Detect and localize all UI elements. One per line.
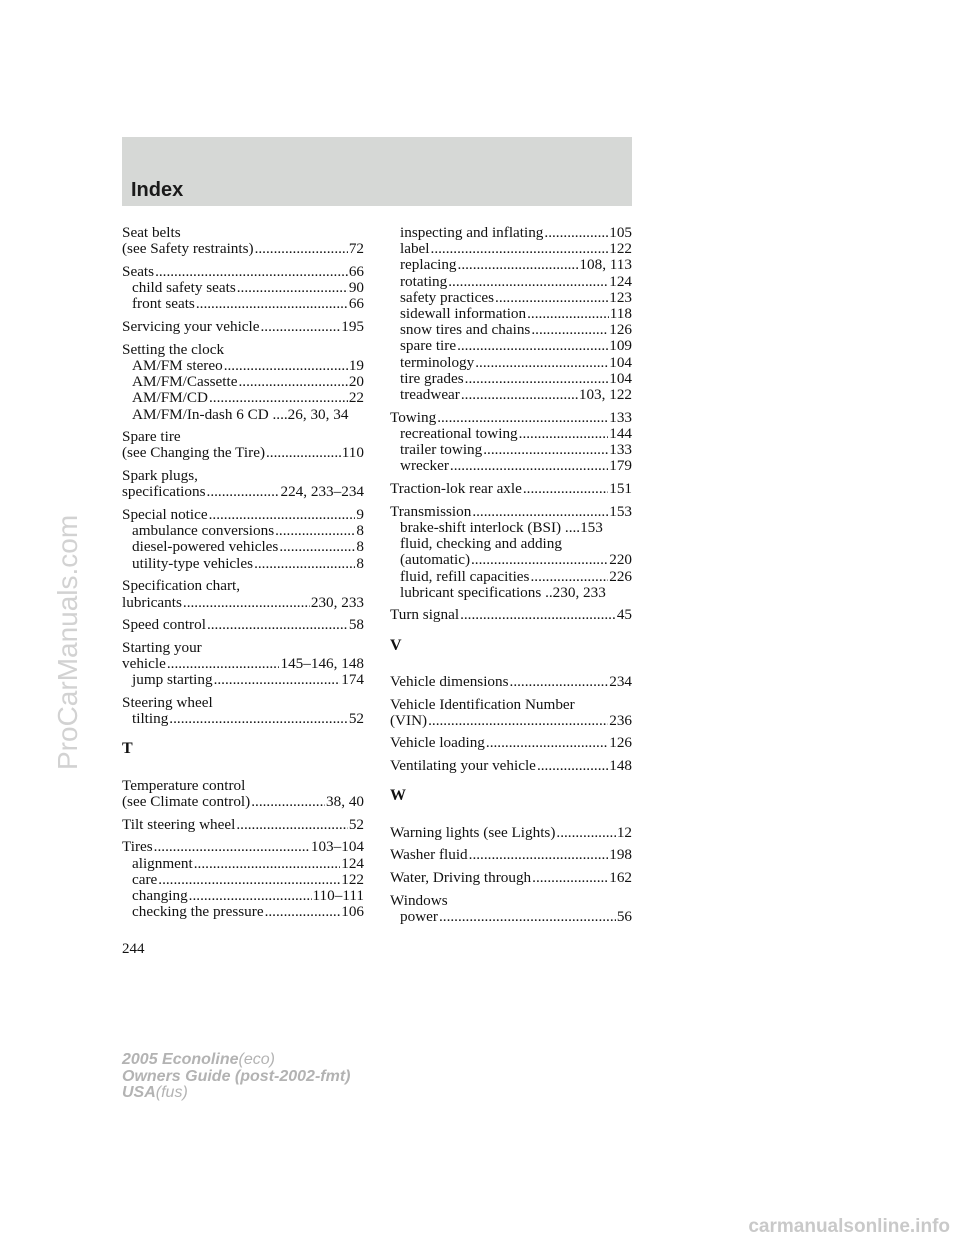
dot-leader <box>448 274 608 290</box>
index-entry-line <box>122 225 364 241</box>
dot-leader <box>196 296 348 312</box>
entry-text: child safety seats <box>132 279 236 297</box>
page-reference: 104 <box>609 369 632 387</box>
index-entry-line <box>122 241 364 257</box>
entry-text: utility-type vehicles <box>132 554 254 572</box>
entry-text: snow tires and chains <box>400 321 531 339</box>
index-entry <box>390 847 632 863</box>
index-entry-line <box>122 319 364 335</box>
entry-text: Washer fluid <box>390 846 468 864</box>
index-entry-line <box>390 713 632 729</box>
index-subentry <box>390 241 632 257</box>
index-entry-line <box>122 507 364 523</box>
entry-text: AM/FM/CD <box>132 389 208 407</box>
page-reference: 104 <box>609 353 632 371</box>
dot-leader <box>251 794 325 810</box>
page-reference: 66 <box>348 262 364 280</box>
dot-leader <box>544 225 608 241</box>
index-subentry <box>122 390 364 406</box>
index-entry <box>390 758 632 774</box>
index-subentry <box>122 872 364 888</box>
dot-leader <box>532 870 608 886</box>
index-entry-line <box>122 817 364 833</box>
index-entry <box>122 839 364 920</box>
dot-leader <box>154 839 310 855</box>
index-entry-line <box>390 410 632 426</box>
page-reference: 148 <box>609 757 632 775</box>
page-reference: 109 <box>609 337 632 355</box>
page-reference: 8 <box>356 554 364 572</box>
index-subentry <box>390 257 632 273</box>
index-subentry <box>122 280 364 296</box>
page-reference: 52 <box>348 815 364 833</box>
entry-text: recreational towing <box>400 424 518 442</box>
dot-leader <box>158 872 340 888</box>
page-reference: 162 <box>609 869 632 886</box>
entry-text: trailer towing <box>400 441 483 459</box>
entry-text: spare tire <box>400 337 457 355</box>
entry-text: inspecting and inflating <box>400 224 544 241</box>
dot-leader <box>155 264 348 280</box>
index-entry <box>390 893 632 925</box>
page-reference: 8 <box>356 522 364 540</box>
index-subentry <box>390 552 632 568</box>
page-reference: 224, 233–234 <box>280 483 364 501</box>
index-subentry <box>390 290 632 306</box>
index-entry-line <box>122 595 364 611</box>
page-reference: 66 <box>348 295 364 313</box>
page-reference: 126 <box>609 734 632 752</box>
index-entry <box>122 778 364 810</box>
dot-leader <box>531 322 608 338</box>
index-subentry <box>390 442 632 458</box>
dot-leader <box>167 656 280 672</box>
index-subentry <box>390 387 632 403</box>
index-entry-line <box>390 735 632 751</box>
dot-leader <box>207 617 348 633</box>
entry-text: Towing <box>390 408 437 426</box>
index-subentry <box>122 556 364 572</box>
entry-text: Setting the clock <box>122 340 225 358</box>
entry-text: Traction-lok rear axle <box>390 480 522 498</box>
dot-leader <box>428 713 608 729</box>
entry-text: Turn signal <box>390 606 460 624</box>
dot-leader <box>439 909 616 925</box>
entry-text: terminology <box>400 353 475 371</box>
entry-text: Ventilating your vehicle <box>390 757 536 775</box>
index-entry-line <box>122 778 364 794</box>
dot-leader <box>275 523 355 539</box>
entry-text: Temperature control <box>122 776 246 794</box>
page-reference: 124 <box>609 272 632 290</box>
index-entry <box>122 225 364 257</box>
page-reference: 123 <box>609 288 632 306</box>
index-subentry <box>390 371 632 387</box>
dot-leader <box>461 387 578 403</box>
index-entry <box>122 507 364 572</box>
dot-leader <box>437 410 608 426</box>
index-subentry <box>122 407 364 423</box>
dot-leader <box>450 458 608 474</box>
dot-leader <box>266 445 341 461</box>
entry-text: specifications <box>122 483 206 501</box>
index-entry-line <box>122 656 364 672</box>
index-entry <box>390 481 632 497</box>
footer-line-region <box>122 1085 350 1102</box>
index-subentry <box>390 585 632 601</box>
index-subentry <box>390 536 632 552</box>
entry-text: replacing <box>400 256 457 274</box>
index-entry-line <box>390 607 632 623</box>
index-column-left <box>122 225 364 927</box>
dot-leader <box>237 280 348 296</box>
dot-leader <box>510 674 609 690</box>
index-subentry <box>122 523 364 539</box>
entry-text: Spark plugs, <box>122 467 198 485</box>
dot-leader <box>475 355 608 371</box>
index-subentry <box>390 338 632 354</box>
dot-leader <box>471 552 608 568</box>
index-subentry <box>390 322 632 338</box>
page-number: 244 <box>122 941 145 957</box>
page-reference: 22 <box>348 389 364 407</box>
page-reference: 12 <box>616 823 632 841</box>
index-subentry <box>390 355 632 371</box>
index-entry-line <box>122 342 364 358</box>
dot-leader <box>214 672 341 688</box>
page-reference: 174 <box>341 671 364 689</box>
index-entry-line <box>390 504 632 520</box>
page-reference: 106 <box>341 903 364 921</box>
entry-text: (see Changing the Tire) <box>122 444 265 462</box>
index-subentry <box>122 904 364 920</box>
index-entry <box>390 870 632 886</box>
dot-leader <box>465 371 609 387</box>
entry-text: brake-shift interlock (BSI) ....153 <box>400 518 603 536</box>
dot-leader <box>236 817 347 833</box>
index-entry-line <box>122 640 364 656</box>
index-entry-line <box>122 794 364 810</box>
page-reference: 52 <box>348 710 364 728</box>
page-reference: 56 <box>616 907 632 925</box>
page-reference: 126 <box>609 321 632 339</box>
page-reference: 144 <box>609 424 632 442</box>
entry-text: Vehicle loading <box>390 734 485 752</box>
entry-text: Servicing your vehicle <box>122 318 260 336</box>
footer-region-code: (fus) <box>155 1084 188 1101</box>
index-subentry <box>122 374 364 390</box>
index-entry <box>390 410 632 475</box>
entry-text: Vehicle Identification Number <box>390 695 575 713</box>
dot-leader <box>486 735 608 751</box>
index-entry-line <box>122 429 364 445</box>
dot-leader <box>483 442 608 458</box>
dot-leader <box>209 507 356 523</box>
index-entry-line <box>122 695 364 711</box>
index-subentry <box>122 358 364 374</box>
index-entry-line <box>122 578 364 594</box>
index-entry-line <box>390 758 632 774</box>
index-subentry <box>122 539 364 555</box>
index-subentry <box>122 711 364 727</box>
entry-text: tilting <box>132 710 169 728</box>
entry-text: Warning lights (see Lights) <box>390 823 556 841</box>
entry-text: diesel-powered vehicles <box>132 538 279 556</box>
footer-region: USA <box>122 1084 156 1101</box>
index-entry <box>122 817 364 833</box>
page-reference: 179 <box>609 457 632 475</box>
entry-text: Transmission <box>390 502 472 520</box>
index-subentry <box>390 569 632 585</box>
index-subentry <box>390 426 632 442</box>
entry-text: rotating <box>400 272 448 290</box>
index-entry-line <box>122 468 364 484</box>
page-reference: 234 <box>609 672 632 690</box>
index-entry <box>122 264 364 313</box>
entry-text: changing <box>132 886 188 904</box>
page-reference: 236 <box>609 711 632 729</box>
section-letter: T <box>122 740 133 758</box>
entry-text: Special notice <box>122 506 208 524</box>
entry-text: Water, Driving through <box>390 869 532 886</box>
index-entry <box>390 825 632 841</box>
index-subentry <box>390 274 632 290</box>
index-entry-line <box>390 674 632 690</box>
entry-text: Seats <box>122 262 155 280</box>
dot-leader <box>519 426 609 442</box>
index-entry <box>122 578 364 610</box>
page-reference: 153 <box>609 502 632 520</box>
dot-leader <box>469 847 609 863</box>
page-reference: 226 <box>609 567 632 585</box>
entry-text: power <box>400 907 438 925</box>
dot-leader <box>254 556 355 572</box>
entry-text: Steering wheel <box>122 694 213 712</box>
dot-leader <box>209 390 348 406</box>
header-band <box>122 137 632 206</box>
page-reference: 90 <box>348 279 364 297</box>
entry-text: safety practices <box>400 288 495 306</box>
index-subentry <box>390 458 632 474</box>
dot-leader <box>527 306 609 322</box>
index-entry <box>390 697 632 729</box>
entry-text: alignment <box>132 854 193 872</box>
index-entry-line <box>390 697 632 713</box>
dot-leader <box>523 481 608 497</box>
index-subentry <box>122 296 364 312</box>
index-entry <box>122 342 364 423</box>
index-entry-line <box>390 825 632 841</box>
section-letter: V <box>390 636 402 654</box>
page-reference: 103–104 <box>310 838 364 856</box>
index-entry <box>122 617 364 633</box>
watermark-bottom: carmanualsonline.info <box>748 1216 950 1237</box>
page-reference: 133 <box>609 408 632 426</box>
index-entry <box>390 735 632 751</box>
page-reference: 118 <box>609 305 632 323</box>
index-entry-line <box>122 484 364 500</box>
page-reference: 230, 233 <box>310 593 364 611</box>
entry-text: Specification chart, <box>122 577 241 595</box>
dot-leader <box>472 504 608 520</box>
entry-text: Tires <box>122 838 153 856</box>
page-reference: 38, 40 <box>326 792 364 810</box>
dot-leader <box>261 319 341 335</box>
index-entry <box>122 695 364 727</box>
dot-leader <box>556 825 615 841</box>
index-entry-line <box>390 870 632 886</box>
page-reference: 122 <box>609 240 632 258</box>
index-subentry <box>122 888 364 904</box>
section-letter: W <box>390 787 406 805</box>
page-reference: 124 <box>341 854 364 872</box>
page-reference: 133 <box>609 441 632 459</box>
page-reference: 105 <box>609 224 632 241</box>
dot-leader <box>265 904 341 920</box>
entry-text: AM/FM/In-dash 6 CD ....26, 30, 34 <box>132 405 349 423</box>
page-reference: 198 <box>609 846 632 864</box>
index-subentry <box>390 520 632 536</box>
page-reference: 8 <box>356 538 364 556</box>
index-subentry <box>390 909 632 925</box>
entry-text: (see Safety restraints) <box>122 240 254 258</box>
index-column-right <box>390 225 632 932</box>
page-reference: 58 <box>348 616 364 634</box>
index-subentry <box>390 225 632 241</box>
footer-guide: Owners Guide (post-2002-fmt) <box>122 1067 351 1085</box>
entry-text: vehicle <box>122 655 166 673</box>
entry-text: checking the pressure <box>132 903 264 921</box>
footer-model-code: (eco) <box>238 1051 275 1068</box>
page-reference: 19 <box>348 356 364 374</box>
page-reference: 122 <box>341 870 364 888</box>
page-reference: 151 <box>609 480 632 498</box>
entry-text: AM/FM/Cassette <box>132 373 238 391</box>
entry-text: fluid, checking and adding <box>400 535 562 553</box>
page-reference: 9 <box>356 506 364 524</box>
index-subentry <box>390 306 632 322</box>
entry-text: fluid, refill capacities <box>400 567 530 585</box>
index-entry <box>122 640 364 689</box>
index-entry <box>390 504 632 601</box>
page-reference: 110 <box>341 444 364 462</box>
dot-leader <box>458 257 579 273</box>
entry-text: jump starting <box>132 671 213 689</box>
page-title: Index <box>131 179 184 201</box>
page-reference: 220 <box>609 551 632 569</box>
page-reference: 195 <box>341 318 364 336</box>
dot-leader <box>189 888 312 904</box>
dot-leader <box>238 374 347 390</box>
dot-leader <box>530 569 608 585</box>
entry-text: Speed control <box>122 616 206 634</box>
entry-text: (see Climate control) <box>122 792 251 810</box>
index-entry <box>122 468 364 500</box>
entry-text: label <box>400 240 430 258</box>
index-entry-line <box>390 481 632 497</box>
dot-leader <box>207 484 280 500</box>
index-entry-line <box>122 264 364 280</box>
entry-text: Vehicle dimensions <box>390 672 509 690</box>
index-entry <box>390 674 632 690</box>
watermark-side <box>4 470 83 770</box>
entry-text: front seats <box>132 295 195 313</box>
page-reference: 110–111 <box>312 886 364 904</box>
dot-leader <box>279 539 355 555</box>
entry-text: wrecker <box>400 457 449 475</box>
footer <box>122 1052 350 1102</box>
dot-leader <box>495 290 608 306</box>
dot-leader <box>183 595 310 611</box>
index-entry <box>122 319 364 335</box>
index-entry <box>390 225 632 403</box>
entry-text: ambulance conversions <box>132 522 275 540</box>
dot-leader <box>194 856 340 872</box>
entry-text: (VIN) <box>390 711 428 729</box>
page-reference: 103, 122 <box>578 386 632 404</box>
index-entry-line <box>390 847 632 863</box>
entry-text: Seat belts <box>122 224 181 241</box>
index-subentry <box>122 672 364 688</box>
dot-leader <box>255 241 348 257</box>
entry-text: Starting your <box>122 638 202 656</box>
entry-text: AM/FM stereo <box>132 356 223 374</box>
index-entry-line <box>390 893 632 909</box>
entry-text: lubricant specifications ..230, 233 <box>400 583 606 601</box>
page-reference: 45 <box>616 606 632 624</box>
page-reference: 108, 113 <box>579 256 632 274</box>
page-reference: 72 <box>348 240 364 258</box>
entry-text: Windows <box>390 891 448 909</box>
index-entry-line <box>122 445 364 461</box>
entry-text: tire grades <box>400 369 464 387</box>
entry-text: Tilt steering wheel <box>122 815 236 833</box>
dot-leader <box>169 711 348 727</box>
index-entry-line <box>122 617 364 633</box>
entry-text: sidewall information <box>400 305 527 323</box>
dot-leader <box>460 607 616 623</box>
index-entry <box>390 607 632 623</box>
footer-model: 2005 Econoline <box>122 1051 239 1068</box>
dot-leader <box>431 241 609 257</box>
page-reference: 145–146, 148 <box>280 655 364 673</box>
entry-text: (automatic) <box>400 551 470 569</box>
index-entry <box>122 429 364 461</box>
entry-text: Spare tire <box>122 428 181 446</box>
dot-leader <box>224 358 348 374</box>
index-subentry <box>122 856 364 872</box>
dot-leader <box>537 758 608 774</box>
entry-text: treadwear <box>400 386 460 404</box>
dot-leader <box>457 338 608 354</box>
entry-text: care <box>132 870 158 888</box>
page-reference: 20 <box>348 373 364 391</box>
watermark-side-text: ProCarManuals.com <box>52 514 83 770</box>
footer-line-model <box>122 1052 350 1069</box>
index-entry-line <box>122 839 364 855</box>
entry-text: lubricants <box>122 593 182 611</box>
